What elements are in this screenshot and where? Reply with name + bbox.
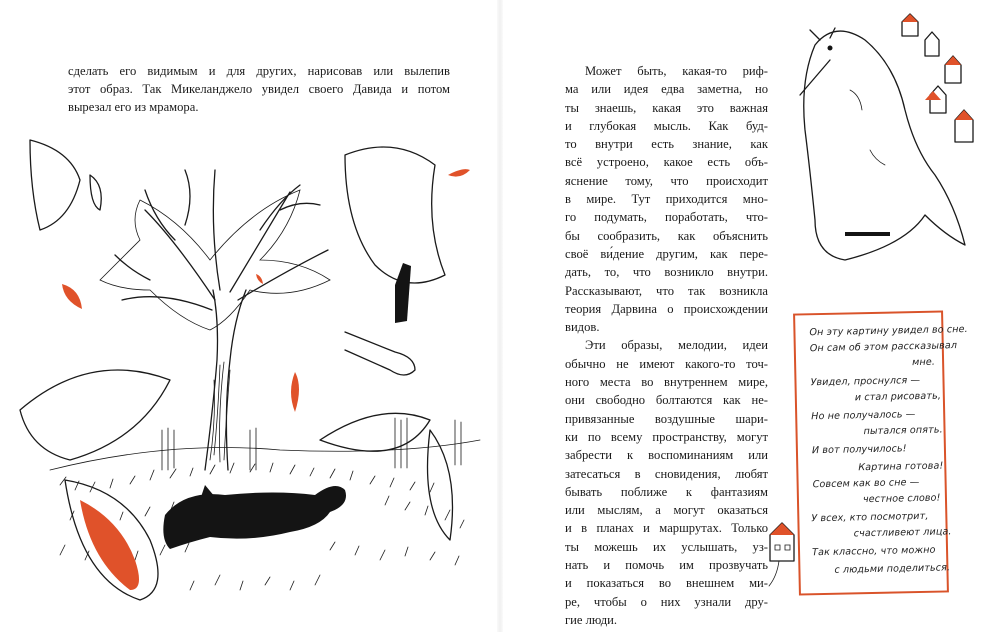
poem-line: пытался опять.	[863, 424, 943, 438]
text-line: или мыслям, а могут оказаться	[565, 503, 768, 518]
text-line: го подумать, поработать, что-	[565, 210, 768, 225]
text-line: сделать его видимым и для других, нарисовав или вылепив	[68, 64, 450, 78]
text-line: ма или идея едва заметна, но	[565, 82, 768, 97]
right-page	[500, 0, 1000, 632]
text-line: яснение тому, что происходит	[565, 173, 768, 188]
text-line: забрести к воспоминаниям или	[565, 448, 768, 463]
text-line: и показаться во внешнем ми-	[565, 576, 768, 591]
text-line: нать и помочь им прозвучать	[565, 558, 768, 573]
text-line: бы сообразить, как объяснить	[565, 228, 768, 243]
text-line: видов.	[565, 320, 600, 335]
text-line: бывать поближе к фантазиям	[565, 484, 768, 499]
text-line: своё ви́дение другим, как пере-	[565, 246, 768, 261]
text-line: Рассказывают, что так возникла	[565, 283, 768, 298]
poem-letter	[793, 310, 968, 595]
text-line: ты знаешь, какая это важная	[565, 100, 768, 115]
poem-line: У всех, кто посмотрит,	[811, 510, 929, 525]
poem-line: Он сам об этом рассказывал	[809, 340, 958, 355]
text-line: и в планах и маршрутах. Только	[565, 521, 768, 536]
text-line: затесаться в сновидения, любят	[565, 466, 768, 481]
poem-line: мне.	[912, 356, 936, 369]
text-line: привязанные воздушные шари-	[565, 411, 768, 426]
poem-line: Но не получалось —	[811, 409, 916, 423]
text-line: вырезал его из мрамора.	[68, 100, 199, 114]
text-line: Может быть, какая-то риф-	[585, 64, 768, 78]
poem-line: И вот получилось!	[811, 443, 907, 457]
creature-flute-illustration	[500, 0, 1000, 300]
text-line: гие люди.	[565, 612, 617, 627]
text-line: ного места во внутреннем мире,	[565, 375, 768, 390]
text-line: то внутри есть знание, как	[565, 137, 768, 152]
poem-line: Картина готова!	[858, 460, 944, 474]
text-line: и глубокая мысль. Как буд-	[565, 118, 768, 133]
poem-line: и стал рисовать,	[854, 390, 942, 404]
poem-line: счастливеют лица.	[853, 526, 952, 540]
text-line: дать, то, что возникло внутри.	[565, 265, 768, 280]
text-line: этот образ. Так Микеланджело увидел своего Давида и потом	[68, 82, 450, 96]
text-line: обычно не имеют какого-то точ-	[565, 356, 768, 371]
poem-line: Увидел, проснулся —	[810, 374, 921, 389]
text-line: всё устроено, какое есть объ-	[565, 155, 768, 170]
text-line: ты можешь их услышать, уз-	[565, 539, 768, 554]
poem-line: Совсем как во сне —	[812, 476, 920, 491]
text-line: ре, чтобы о них узнали дру-	[565, 594, 768, 609]
poem-line: Он эту картину увидел во сне.	[809, 323, 968, 339]
text-line: теория Дарвина о происхождении	[565, 301, 768, 316]
text-line: ки по всему пространству, могут	[565, 429, 768, 444]
poem-line: с людьми поделиться.	[834, 562, 951, 576]
poem-line: Так классно, что можно	[811, 544, 936, 559]
text-line: они свободно болтаются как не-	[565, 393, 768, 408]
text-line: в мире. Тут приходится мно-	[565, 192, 768, 207]
text-line: Эти образы, мелодии, идеи	[585, 338, 768, 353]
poem-line: честное слово!	[862, 492, 941, 506]
